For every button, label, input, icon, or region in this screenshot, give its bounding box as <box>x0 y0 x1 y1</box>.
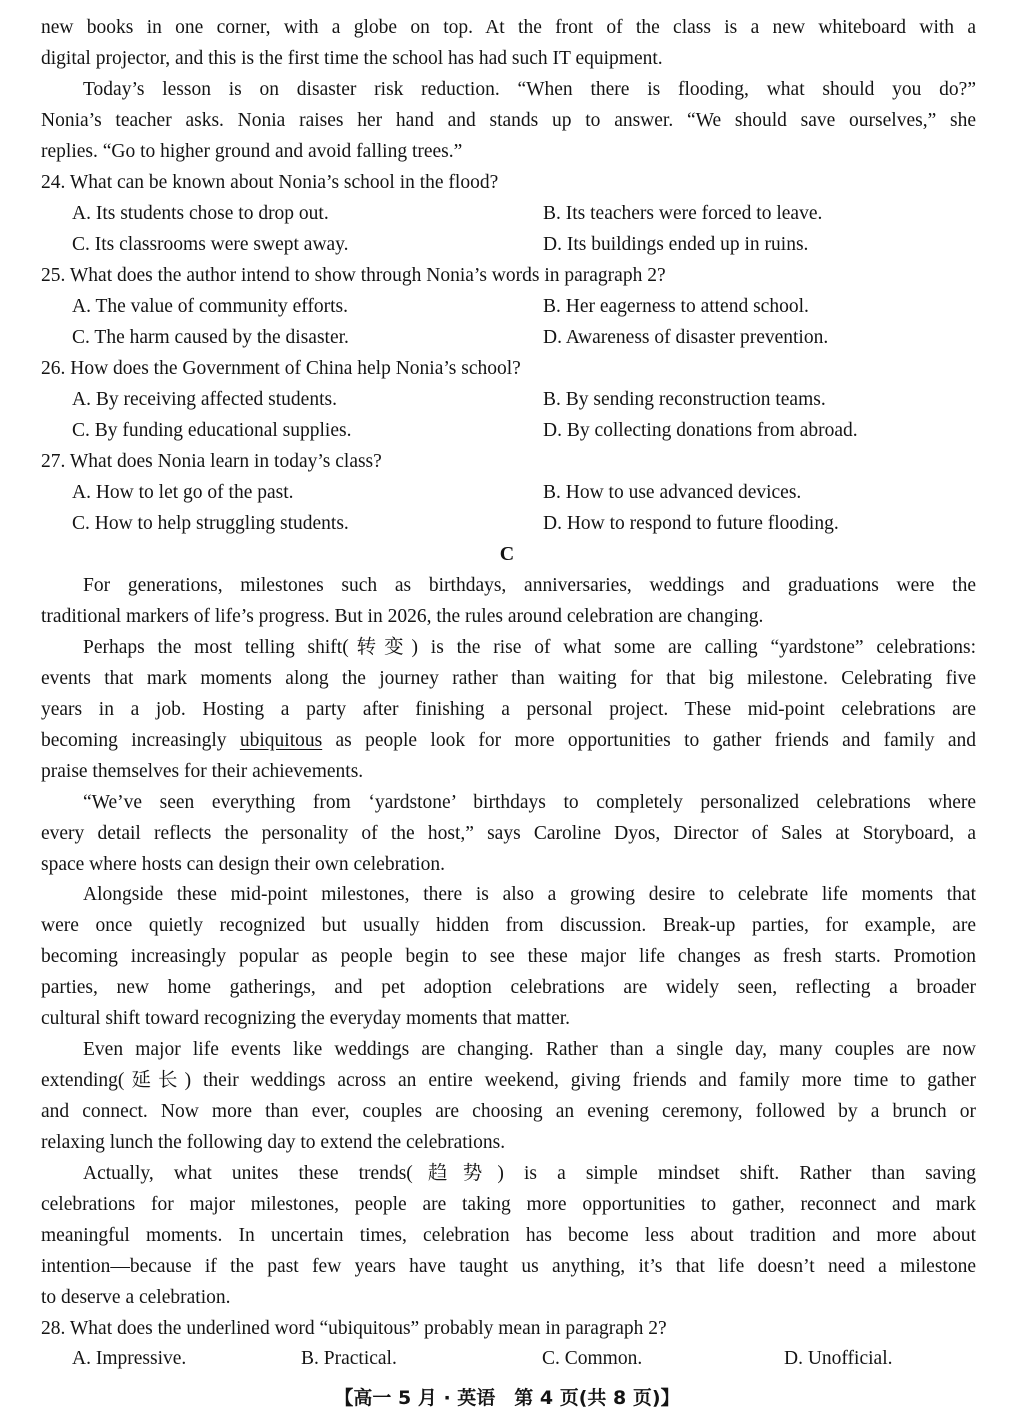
passage-line: space where hosts can design their own celebration. <box>41 854 445 875</box>
passage-line: meaningful moments. In uncertain times, celebration has become less about tradition and more about <box>41 1225 976 1246</box>
question-25-option-d: D. Awareness of disaster prevention. <box>543 327 829 348</box>
passage-line: intention—because if the past few years have taught us anything, it’s that life doesn’t need a milestone <box>41 1256 976 1277</box>
question-27-option-b: B. How to use advanced devices. <box>543 482 802 503</box>
passage-line: parties, new home gatherings, and pet adoption celebrations are widely seen, reflecting a broader <box>41 977 976 998</box>
question-28-option-a: A. Impressive. <box>72 1348 187 1369</box>
question-25-stem: 25. What does the author intend to show through Nonia’s words in paragraph 2? <box>41 265 666 286</box>
passage-line: “We’ve seen everything from ‘yardstone’ birthdays to completely personalized celebrations where <box>83 792 976 813</box>
question-26-option-c: C. By funding educational supplies. <box>72 420 352 441</box>
question-24-option-a: A. Its students chose to drop out. <box>72 203 329 224</box>
passage-line: Today’s lesson is on disaster risk reduction. “When there is flooding, what should you do?” <box>83 79 976 100</box>
passage-line: replies. “Go to higher ground and avoid falling trees.” <box>41 141 463 162</box>
passage-line: celebrations for major milestones, people are taking more opportunities to gather, reconnect and mark <box>41 1194 976 1215</box>
text-segment: as people look for more opportunities to gather friends and family and <box>322 730 976 751</box>
question-26-option-b: B. By sending reconstruction teams. <box>543 389 826 410</box>
passage-line: to deserve a celebration. <box>41 1287 231 1308</box>
question-26-stem: 26. How does the Government of China help Nonia’s school? <box>41 358 521 379</box>
passage-line: Actually, what unites these trends(趋势) is a simple mindset shift. Rather than saving <box>83 1163 976 1184</box>
question-27-option-d: D. How to respond to future flooding. <box>543 513 839 534</box>
question-25-option-a: A. The value of community efforts. <box>72 296 349 317</box>
passage-line: Nonia’s teacher asks. Nonia raises her hand and stands up to answer. “We should save ourselves,” she <box>41 110 976 131</box>
question-28-option-d: D. Unofficial. <box>784 1348 893 1369</box>
question-28-option-c: C. Common. <box>542 1348 643 1369</box>
passage-line: new books in one corner, with a globe on top. At the front of the class is a new whiteboard with a <box>41 17 976 38</box>
passage-line: For generations, milestones such as birthdays, anniversaries, weddings and graduations were the <box>83 575 976 596</box>
text-segment: becoming increasingly <box>41 730 240 751</box>
question-25-option-c: C. The harm caused by the disaster. <box>72 327 349 348</box>
passage-line: digital projector, and this is the first time the school has had such IT equipment. <box>41 48 663 69</box>
page-footer: 【高一 5 月 · 英语 第 4 页(共 8 页)】 <box>334 1387 680 1409</box>
passage-line <box>41 725 976 756</box>
passage-line: years in a job. Hosting a party after finishing a personal project. These mid-point celebrations are <box>41 699 976 720</box>
question-24-option-b: B. Its teachers were forced to leave. <box>543 203 823 224</box>
question-26-option-a: A. By receiving affected students. <box>72 389 337 410</box>
passage-line: were once quietly recognized but usually hidden from discussion. Break-up parties, for example, are <box>41 915 976 936</box>
passage-line: cultural shift toward recognizing the everyday moments that matter. <box>41 1008 571 1029</box>
question-24-option-d: D. Its buildings ended up in ruins. <box>543 234 809 255</box>
question-27-stem: 27. What does Nonia learn in today’s class? <box>41 451 382 472</box>
question-24-option-c: C. Its classrooms were swept away. <box>72 234 349 255</box>
passage-line: becoming increasingly popular as people begin to see these major life changes as fresh starts. Promotion <box>41 946 976 967</box>
passage-line: Even major life events like weddings are changing. Rather than a single day, many couples are now <box>83 1039 976 1060</box>
passage-line: extending(延长) their weddings across an entire weekend, giving friends and family more time to gather <box>41 1070 976 1091</box>
passage-line: every detail reflects the personality of the host,” says Caroline Dyos, Director of Sales at Storyboard, a <box>41 823 976 844</box>
question-27-option-a: A. How to let go of the past. <box>72 482 294 503</box>
passage-line: Alongside these mid-point milestones, there is also a growing desire to celebrate life moments that <box>83 884 976 905</box>
question-27-option-c: C. How to help struggling students. <box>72 513 349 534</box>
underlined-word: ubiquitous <box>239 730 323 751</box>
passage-line: and connect. Now more than ever, couples are choosing an evening ceremony, followed by a brunch or <box>41 1101 976 1122</box>
question-24-stem: 24. What can be known about Nonia’s school in the flood? <box>41 172 499 193</box>
passage-line: events that mark moments along the journey rather than waiting for that big milestone. Celebrating five <box>41 668 976 689</box>
passage-line: traditional markers of life’s progress. But in 2026, the rules around celebration are changing. <box>41 606 764 627</box>
question-28-stem: 28. What does the underlined word “ubiquitous” probably mean in paragraph 2? <box>41 1318 667 1339</box>
passage-line: praise themselves for their achievements. <box>41 761 364 782</box>
question-25-option-b: B. Her eagerness to attend school. <box>543 296 809 317</box>
passage-line: Perhaps the most telling shift(转变) is the rise of what some are calling “yardstone” celebrations: <box>83 637 976 658</box>
section-heading: C <box>499 543 515 565</box>
question-26-option-d: D. By collecting donations from abroad. <box>543 420 858 441</box>
passage-line: relaxing lunch the following day to extend the celebrations. <box>41 1132 506 1153</box>
question-28-option-b: B. Practical. <box>301 1348 397 1369</box>
